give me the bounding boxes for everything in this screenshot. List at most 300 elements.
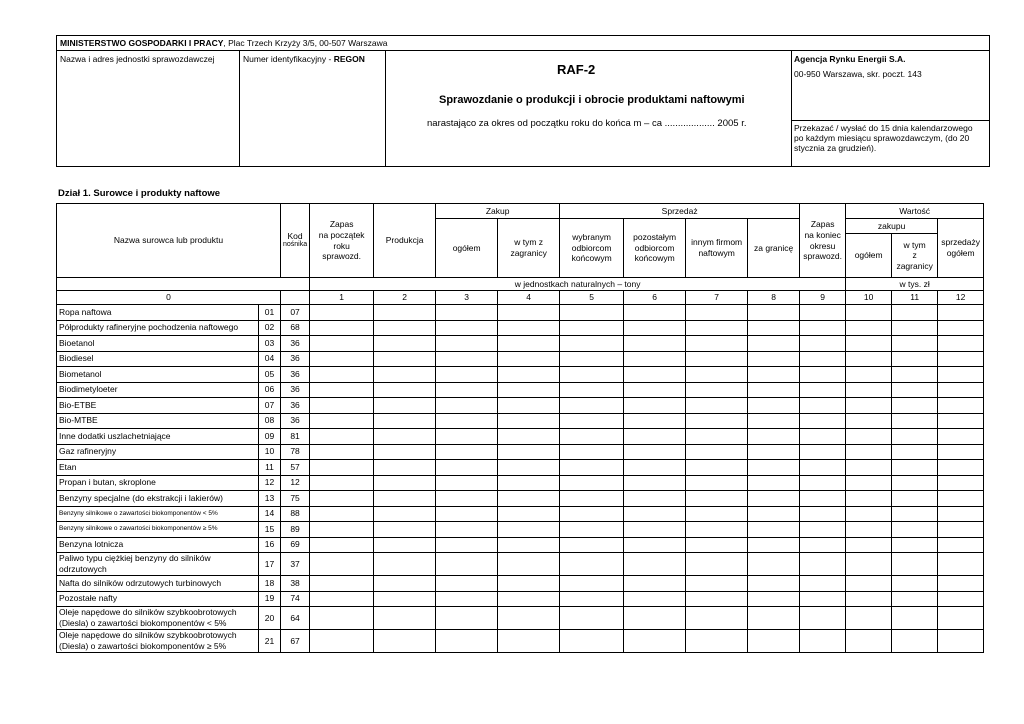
input-cell-col-7[interactable] — [686, 413, 748, 429]
input-cell-col-7[interactable] — [686, 537, 748, 553]
input-cell-col-8[interactable] — [748, 591, 800, 607]
input-cell-col-7[interactable] — [686, 460, 748, 476]
input-cell-col-10[interactable] — [846, 444, 892, 460]
input-cell-col-8[interactable] — [748, 305, 800, 321]
input-cell-col-10[interactable] — [846, 506, 892, 522]
row-number: 17 — [259, 553, 281, 576]
table-row — [57, 491, 984, 507]
input-cell-col-9[interactable] — [800, 630, 846, 653]
row-name: Biodiesel — [57, 351, 259, 367]
input-cell-col-12[interactable] — [938, 576, 984, 592]
input-cell-col-3[interactable] — [436, 460, 498, 476]
input-cell-col-9[interactable] — [800, 522, 846, 538]
input-cell-col-4[interactable] — [498, 444, 560, 460]
input-cell-col-4[interactable] — [498, 522, 560, 538]
input-cell-col-11[interactable] — [892, 413, 938, 429]
input-cell-col-12[interactable] — [938, 413, 984, 429]
input-cell-col-6[interactable] — [624, 320, 686, 336]
deadline-text: Przekazać / wysłać do 15 dnia kalendarzowego po każdym miesiącu sprawozdawczym, (do 20 stycznia za grudzień). — [794, 123, 973, 154]
input-cell-col-11[interactable] — [892, 630, 938, 653]
input-cell-col-7[interactable] — [686, 367, 748, 383]
input-cell-col-8[interactable] — [748, 413, 800, 429]
input-cell-col-3[interactable] — [436, 630, 498, 653]
input-cell-col-2[interactable] — [374, 475, 436, 491]
input-cell-col-10[interactable] — [846, 522, 892, 538]
input-cell-col-7[interactable] — [686, 382, 748, 398]
input-cell-col-7[interactable] — [686, 444, 748, 460]
input-cell-col-4[interactable] — [498, 382, 560, 398]
input-cell-col-7[interactable] — [686, 630, 748, 653]
input-cell-col-9[interactable] — [800, 537, 846, 553]
input-cell-col-10[interactable] — [846, 382, 892, 398]
input-cell-col-3[interactable] — [436, 382, 498, 398]
row-name: Etan — [57, 460, 259, 476]
input-cell-col-3[interactable] — [436, 351, 498, 367]
input-cell-col-5[interactable] — [560, 537, 624, 553]
input-cell-col-9[interactable] — [800, 444, 846, 460]
input-cell-col-7[interactable] — [686, 429, 748, 445]
input-cell-col-4[interactable] — [498, 491, 560, 507]
input-cell-col-4[interactable] — [498, 553, 560, 576]
input-cell-col-12[interactable] — [938, 382, 984, 398]
row-kod: 81 — [281, 429, 310, 445]
input-cell-col-8[interactable] — [748, 506, 800, 522]
input-cell-col-9[interactable] — [800, 336, 846, 352]
input-cell-col-4[interactable] — [498, 475, 560, 491]
input-cell-col-11[interactable] — [892, 591, 938, 607]
input-cell-col-6[interactable] — [624, 506, 686, 522]
ministry-name: MINISTERSTWO GOSPODARKI I PRACY — [60, 38, 224, 48]
input-cell-col-1[interactable] — [310, 336, 374, 352]
input-cell-col-5[interactable] — [560, 444, 624, 460]
input-cell-col-6[interactable] — [624, 576, 686, 592]
row-kod: 37 — [281, 553, 310, 576]
input-cell-col-7[interactable] — [686, 522, 748, 538]
input-cell-col-12[interactable] — [938, 336, 984, 352]
row-number: 19 — [259, 591, 281, 607]
input-cell-col-1[interactable] — [310, 591, 374, 607]
input-cell-col-1[interactable] — [310, 522, 374, 538]
input-cell-col-11[interactable] — [892, 398, 938, 414]
row-name: Benzyny silnikowe o zawartości biokomponentów ≥ 5% — [57, 522, 259, 538]
input-cell-col-9[interactable] — [800, 607, 846, 630]
input-cell-col-2[interactable] — [374, 537, 436, 553]
input-cell-col-8[interactable] — [748, 367, 800, 383]
row-name: Oleje napędowe do silników szybkoobrotowych (Diesla) o zawartości biokomponentów < 5% — [57, 607, 259, 630]
input-cell-col-11[interactable] — [892, 553, 938, 576]
input-cell-col-3[interactable] — [436, 576, 498, 592]
table-row — [57, 576, 984, 592]
input-cell-col-8[interactable] — [748, 460, 800, 476]
input-cell-col-1[interactable] — [310, 576, 374, 592]
input-cell-col-7[interactable] — [686, 607, 748, 630]
input-cell-col-1[interactable] — [310, 413, 374, 429]
input-cell-col-6[interactable] — [624, 491, 686, 507]
input-cell-col-1[interactable] — [310, 398, 374, 414]
input-cell-col-1[interactable] — [310, 429, 374, 445]
input-cell-col-10[interactable] — [846, 491, 892, 507]
input-cell-col-1[interactable] — [310, 351, 374, 367]
input-cell-col-7[interactable] — [686, 491, 748, 507]
input-cell-col-6[interactable] — [624, 413, 686, 429]
input-cell-col-5[interactable] — [560, 429, 624, 445]
input-cell-col-12[interactable] — [938, 367, 984, 383]
ministry-address: , Plac Trzech Krzyży 3/5, 00-507 Warszawa — [223, 38, 388, 48]
input-cell-col-3[interactable] — [436, 522, 498, 538]
input-cell-col-3[interactable] — [436, 398, 498, 414]
input-cell-col-10[interactable] — [846, 320, 892, 336]
col-number: 8 — [748, 291, 800, 305]
row-number: 21 — [259, 630, 281, 653]
input-cell-col-12[interactable] — [938, 522, 984, 538]
input-cell-col-6[interactable] — [624, 367, 686, 383]
input-cell-col-10[interactable] — [846, 553, 892, 576]
col-number: 10 — [846, 291, 892, 305]
input-cell-col-12[interactable] — [938, 429, 984, 445]
input-cell-col-3[interactable] — [436, 336, 498, 352]
input-cell-col-8[interactable] — [748, 320, 800, 336]
input-cell-col-4[interactable] — [498, 576, 560, 592]
row-name: Gaz rafineryjny — [57, 444, 259, 460]
input-cell-col-10[interactable] — [846, 413, 892, 429]
table-row — [57, 522, 984, 538]
input-cell-col-4[interactable] — [498, 607, 560, 630]
input-cell-col-7[interactable] — [686, 591, 748, 607]
input-cell-col-5[interactable] — [560, 630, 624, 653]
form-code: RAF-2 — [557, 62, 596, 77]
input-cell-col-8[interactable] — [748, 522, 800, 538]
input-cell-col-7[interactable] — [686, 336, 748, 352]
input-cell-col-11[interactable] — [892, 320, 938, 336]
reporting-unit-label: Nazwa i adres jednostki sprawozdawczej — [60, 54, 215, 64]
input-cell-col-4[interactable] — [498, 429, 560, 445]
input-cell-col-5[interactable] — [560, 351, 624, 367]
input-cell-col-5[interactable] — [560, 591, 624, 607]
input-cell-col-5[interactable] — [560, 413, 624, 429]
input-cell-col-5[interactable] — [560, 576, 624, 592]
input-cell-col-6[interactable] — [624, 336, 686, 352]
row-number: 11 — [259, 460, 281, 476]
input-cell-col-8[interactable] — [748, 429, 800, 445]
input-cell-col-12[interactable] — [938, 475, 984, 491]
input-cell-col-11[interactable] — [892, 506, 938, 522]
input-cell-col-12[interactable] — [938, 607, 984, 630]
input-cell-col-9[interactable] — [800, 305, 846, 321]
input-cell-col-12[interactable] — [938, 591, 984, 607]
input-cell-col-6[interactable] — [624, 305, 686, 321]
input-cell-col-9[interactable] — [800, 475, 846, 491]
input-cell-col-5[interactable] — [560, 336, 624, 352]
input-cell-col-4[interactable] — [498, 351, 560, 367]
input-cell-col-11[interactable] — [892, 537, 938, 553]
data-table — [56, 203, 984, 653]
input-cell-col-2[interactable] — [374, 382, 436, 398]
input-cell-col-1[interactable] — [310, 506, 374, 522]
row-name: Pozostałe nafty — [57, 591, 259, 607]
input-cell-col-12[interactable] — [938, 491, 984, 507]
col-number: 4 — [498, 291, 560, 305]
input-cell-col-1[interactable] — [310, 444, 374, 460]
input-cell-col-9[interactable] — [800, 382, 846, 398]
input-cell-col-5[interactable] — [560, 475, 624, 491]
input-cell-col-3[interactable] — [436, 429, 498, 445]
input-cell-col-6[interactable] — [624, 607, 686, 630]
row-kod: 36 — [281, 336, 310, 352]
input-cell-col-11[interactable] — [892, 305, 938, 321]
input-cell-col-7[interactable] — [686, 506, 748, 522]
input-cell-col-1[interactable] — [310, 630, 374, 653]
input-cell-col-11[interactable] — [892, 382, 938, 398]
input-cell-col-12[interactable] — [938, 351, 984, 367]
input-cell-col-6[interactable] — [624, 429, 686, 445]
input-cell-col-4[interactable] — [498, 537, 560, 553]
input-cell-col-2[interactable] — [374, 491, 436, 507]
input-cell-col-6[interactable] — [624, 475, 686, 491]
input-cell-col-2[interactable] — [374, 413, 436, 429]
input-cell-col-11[interactable] — [892, 460, 938, 476]
input-cell-col-8[interactable] — [748, 382, 800, 398]
input-cell-col-6[interactable] — [624, 630, 686, 653]
input-cell-col-5[interactable] — [560, 367, 624, 383]
input-cell-col-6[interactable] — [624, 382, 686, 398]
input-cell-col-2[interactable] — [374, 367, 436, 383]
input-cell-col-10[interactable] — [846, 537, 892, 553]
input-cell-col-3[interactable] — [436, 537, 498, 553]
input-cell-col-5[interactable] — [560, 522, 624, 538]
input-cell-col-9[interactable] — [800, 460, 846, 476]
input-cell-col-5[interactable] — [560, 553, 624, 576]
row-number: 20 — [259, 607, 281, 630]
input-cell-col-5[interactable] — [560, 607, 624, 630]
input-cell-col-3[interactable] — [436, 591, 498, 607]
input-cell-col-3[interactable] — [436, 491, 498, 507]
input-cell-col-9[interactable] — [800, 553, 846, 576]
row-name: Ropa naftowa — [57, 305, 259, 321]
input-cell-col-2[interactable] — [374, 576, 436, 592]
input-cell-col-12[interactable] — [938, 444, 984, 460]
input-cell-col-9[interactable] — [800, 398, 846, 414]
row-number: 12 — [259, 475, 281, 491]
input-cell-col-4[interactable] — [498, 305, 560, 321]
section-title: Dział 1. Surowce i produkty naftowe — [58, 188, 221, 199]
input-cell-col-5[interactable] — [560, 491, 624, 507]
input-cell-col-7[interactable] — [686, 576, 748, 592]
input-cell-col-3[interactable] — [436, 367, 498, 383]
input-cell-col-3[interactable] — [436, 475, 498, 491]
input-cell-col-7[interactable] — [686, 475, 748, 491]
input-cell-col-8[interactable] — [748, 398, 800, 414]
input-cell-col-9[interactable] — [800, 413, 846, 429]
input-cell-col-3[interactable] — [436, 305, 498, 321]
input-cell-col-11[interactable] — [892, 522, 938, 538]
input-cell-col-10[interactable] — [846, 591, 892, 607]
input-cell-col-4[interactable] — [498, 460, 560, 476]
input-cell-col-11[interactable] — [892, 491, 938, 507]
input-cell-col-6[interactable] — [624, 444, 686, 460]
input-cell-col-8[interactable] — [748, 607, 800, 630]
input-cell-col-10[interactable] — [846, 460, 892, 476]
input-cell-col-11[interactable] — [892, 607, 938, 630]
input-cell-col-2[interactable] — [374, 591, 436, 607]
input-cell-col-1[interactable] — [310, 607, 374, 630]
input-cell-col-2[interactable] — [374, 553, 436, 576]
input-cell-col-12[interactable] — [938, 537, 984, 553]
input-cell-col-12[interactable] — [938, 553, 984, 576]
input-cell-col-6[interactable] — [624, 351, 686, 367]
input-cell-col-5[interactable] — [560, 398, 624, 414]
input-cell-col-10[interactable] — [846, 576, 892, 592]
row-name: Paliwo typu ciężkiej benzyny do silników odrzutowych — [57, 553, 259, 576]
group-header-zakup: Zakup — [436, 204, 560, 219]
input-cell-col-10[interactable] — [846, 607, 892, 630]
input-cell-col-4[interactable] — [498, 413, 560, 429]
input-cell-col-3[interactable] — [436, 607, 498, 630]
input-cell-col-8[interactable] — [748, 491, 800, 507]
input-cell-col-8[interactable] — [748, 630, 800, 653]
input-cell-col-3[interactable] — [436, 553, 498, 576]
input-cell-col-4[interactable] — [498, 506, 560, 522]
table-row — [57, 475, 984, 491]
input-cell-col-9[interactable] — [800, 429, 846, 445]
input-cell-col-2[interactable] — [374, 305, 436, 321]
input-cell-col-12[interactable] — [938, 320, 984, 336]
input-cell-col-2[interactable] — [374, 460, 436, 476]
input-cell-col-9[interactable] — [800, 591, 846, 607]
input-cell-col-1[interactable] — [310, 537, 374, 553]
input-cell-col-9[interactable] — [800, 576, 846, 592]
row-name: Benzyny specjalne (do ekstrakcji i lakierów) — [57, 491, 259, 507]
input-cell-col-4[interactable] — [498, 630, 560, 653]
input-cell-col-7[interactable] — [686, 320, 748, 336]
unit-value: w tys. zł — [846, 278, 984, 291]
input-cell-col-11[interactable] — [892, 576, 938, 592]
input-cell-col-1[interactable] — [310, 491, 374, 507]
input-cell-col-3[interactable] — [436, 444, 498, 460]
input-cell-col-4[interactable] — [498, 367, 560, 383]
input-cell-col-10[interactable] — [846, 305, 892, 321]
input-cell-col-11[interactable] — [892, 367, 938, 383]
input-cell-col-2[interactable] — [374, 351, 436, 367]
input-cell-col-2[interactable] — [374, 336, 436, 352]
col-header-pozostalym: pozostałym odbiorcom końcowym — [624, 219, 686, 278]
input-cell-col-8[interactable] — [748, 351, 800, 367]
row-name: Oleje napędowe do silników szybkoobrotowych (Diesla) o zawartości biokomponentów ≥ 5% — [57, 630, 259, 653]
input-cell-col-2[interactable] — [374, 320, 436, 336]
table-row — [57, 305, 984, 321]
table-row — [57, 367, 984, 383]
input-cell-col-1[interactable] — [310, 553, 374, 576]
input-cell-col-2[interactable] — [374, 522, 436, 538]
input-cell-col-8[interactable] — [748, 537, 800, 553]
row-kod: 36 — [281, 367, 310, 383]
input-cell-col-2[interactable] — [374, 429, 436, 445]
input-cell-col-8[interactable] — [748, 553, 800, 576]
input-cell-col-2[interactable] — [374, 630, 436, 653]
row-number: 10 — [259, 444, 281, 460]
input-cell-col-1[interactable] — [310, 367, 374, 383]
input-cell-col-6[interactable] — [624, 591, 686, 607]
col-number: 1 — [310, 291, 374, 305]
col-header-innym: innym firmom naftowym — [686, 219, 748, 278]
input-cell-col-1[interactable] — [310, 475, 374, 491]
input-cell-col-12[interactable] — [938, 305, 984, 321]
input-cell-col-9[interactable] — [800, 351, 846, 367]
input-cell-col-9[interactable] — [800, 491, 846, 507]
input-cell-col-1[interactable] — [310, 382, 374, 398]
input-cell-col-12[interactable] — [938, 460, 984, 476]
input-cell-col-1[interactable] — [310, 305, 374, 321]
input-cell-col-4[interactable] — [498, 320, 560, 336]
input-cell-col-3[interactable] — [436, 506, 498, 522]
input-cell-col-12[interactable] — [938, 630, 984, 653]
input-cell-col-11[interactable] — [892, 444, 938, 460]
input-cell-col-5[interactable] — [560, 506, 624, 522]
input-cell-col-4[interactable] — [498, 336, 560, 352]
input-cell-col-2[interactable] — [374, 607, 436, 630]
input-cell-col-10[interactable] — [846, 630, 892, 653]
input-cell-col-5[interactable] — [560, 305, 624, 321]
input-cell-col-11[interactable] — [892, 351, 938, 367]
input-cell-col-12[interactable] — [938, 398, 984, 414]
input-cell-col-11[interactable] — [892, 429, 938, 445]
input-cell-col-6[interactable] — [624, 460, 686, 476]
input-cell-col-7[interactable] — [686, 351, 748, 367]
input-cell-col-1[interactable] — [310, 320, 374, 336]
input-cell-col-7[interactable] — [686, 305, 748, 321]
input-cell-col-8[interactable] — [748, 576, 800, 592]
period-text[interactable]: narastająco za okres od początku roku do końca m – ca ................... 2005 r. — [427, 118, 747, 129]
row-kod: 68 — [281, 320, 310, 336]
input-cell-col-10[interactable] — [846, 336, 892, 352]
input-cell-col-1[interactable] — [310, 460, 374, 476]
input-cell-col-10[interactable] — [846, 475, 892, 491]
input-cell-col-12[interactable] — [938, 506, 984, 522]
input-cell-col-2[interactable] — [374, 398, 436, 414]
input-cell-col-11[interactable] — [892, 336, 938, 352]
input-cell-col-10[interactable] — [846, 367, 892, 383]
table-row — [57, 413, 984, 429]
input-cell-col-8[interactable] — [748, 336, 800, 352]
input-cell-col-10[interactable] — [846, 429, 892, 445]
input-cell-col-9[interactable] — [800, 367, 846, 383]
input-cell-col-8[interactable] — [748, 475, 800, 491]
input-cell-col-6[interactable] — [624, 398, 686, 414]
input-cell-col-9[interactable] — [800, 320, 846, 336]
input-cell-col-6[interactable] — [624, 553, 686, 576]
input-cell-col-4[interactable] — [498, 591, 560, 607]
input-cell-col-9[interactable] — [800, 506, 846, 522]
table-row — [57, 460, 984, 476]
input-cell-col-5[interactable] — [560, 320, 624, 336]
input-cell-col-5[interactable] — [560, 382, 624, 398]
input-cell-col-2[interactable] — [374, 506, 436, 522]
input-cell-col-3[interactable] — [436, 413, 498, 429]
input-cell-col-2[interactable] — [374, 444, 436, 460]
input-cell-col-7[interactable] — [686, 553, 748, 576]
input-cell-col-10[interactable] — [846, 351, 892, 367]
col-number: 9 — [800, 291, 846, 305]
input-cell-col-5[interactable] — [560, 460, 624, 476]
input-cell-col-10[interactable] — [846, 398, 892, 414]
input-cell-col-7[interactable] — [686, 398, 748, 414]
input-cell-col-6[interactable] — [624, 522, 686, 538]
input-cell-col-6[interactable] — [624, 537, 686, 553]
input-cell-col-3[interactable] — [436, 320, 498, 336]
input-cell-col-8[interactable] — [748, 444, 800, 460]
table-row — [57, 553, 984, 576]
input-cell-col-11[interactable] — [892, 475, 938, 491]
input-cell-col-4[interactable] — [498, 398, 560, 414]
